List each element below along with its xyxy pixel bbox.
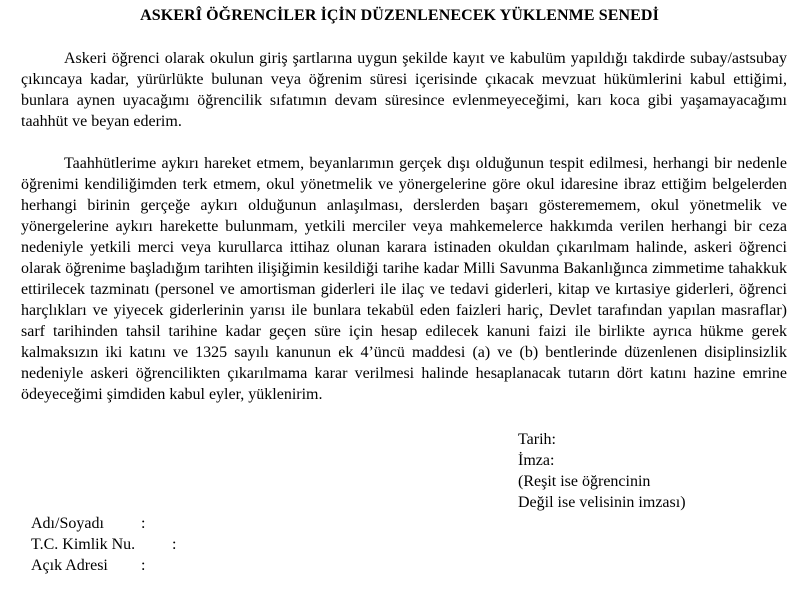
- document-title: ASKERÎ ÖĞRENCİLER İÇİN DÜZENLENECEK YÜKLENME SENEDİ: [140, 7, 659, 24]
- field-address: [31, 555, 146, 576]
- commitment-paragraph: Askeri öğrenci olarak okulun giriş şartlarına uygun şekilde kayıt ve kabulüm yapıldığı takdirde subay/astsubay çıkıncaya kadar, yürürlükte bulunan veya öğrenim süresi içerisinde çıkacak mevzuat hükümlerini kabul ettiğimi, bunlara aynen uyacağımı öğrencilik sıfatımın devam süresince evlenmeyeceğimi, karı koca gibi yaşamayacağımı taahhüt ve beyan ederim.: [21, 50, 787, 130]
- date-label: Tarih:: [518, 431, 556, 448]
- field-colon-name-surname: :: [141, 515, 146, 532]
- signature-note-line-1: (Reşit ise öğrencinin: [518, 473, 651, 490]
- field-label-name-surname: Adı/Soyadı: [31, 515, 104, 532]
- field-label-tc-id: T.C. Kimlik Nu.: [31, 536, 136, 553]
- signature-block: [518, 429, 686, 513]
- field-label-address: Açık Adresi: [31, 557, 108, 574]
- personal-info-fields: [31, 513, 177, 576]
- field-tc-id: [31, 534, 177, 555]
- field-name-surname: [31, 513, 146, 534]
- liability-paragraph: Taahhütlerime aykırı hareket etmem, beyanlarımın gerçek dışı olduğunun tespit edilmesi, herhangi bir nedenle öğrenimi kendiliğimden terk etmem, okul yönetmelik ve yönergelerine göre okul idaresine ibraz ettiğim belgelerden herhangi birinin gerçeğe aykırı olduğunun anlaşılması, derslerden başarı gösterememem, okul yönetmelik ve yönergelerine aykırı harekette bulunmam, yetkili merciler veya mahkemelerce hakkımda verilen herhangi bir ceza nedeniyle yetkili merci veya kurullarca ittihaz olunan karara istinaden okuldan çıkarılmam halinde, askeri öğrenci olarak öğrenime başladığım tarihten ilişiğimin kesildiği tarihe kadar Milli Savunma Bakanlığınca zimmetime tahakkuk ettirilecek tazminatı (personel ve amortisman giderleri ile ilaç ve tedavi giderleri, kitap ve kırtasiye giderleri, öğrenci harçlıkları ve yiyecek giderlerinin yarısı ile bunlara tekabül eden faizleri hariç, Devlet tarafından yapılan masraflar) sarf tarihinden tahsil tarihine kadar geçen süre için hesap edilecek kanuni faizi ile birlikte ayrıca hükme gerek kalmaksızın iki katını ve 1325 sayılı kanunun ek 4’üncü maddesi (a) ve (b) bentlerinde düzenlenen disiplinsizlik nedeniyle askeri öğrencilikten çıkarılmama karar verilmesi halinde hesaplanacak tutarın dört katını hazine emrine ödeyeceğimi şimdiden kabul eyler, yüklenirim.: [21, 155, 787, 403]
- field-colon-tc-id: :: [172, 536, 177, 553]
- field-colon-address: :: [141, 557, 146, 574]
- signature-label: İmza:: [518, 452, 555, 469]
- signature-note-line-2: Değil ise velisinin imzası): [518, 494, 686, 511]
